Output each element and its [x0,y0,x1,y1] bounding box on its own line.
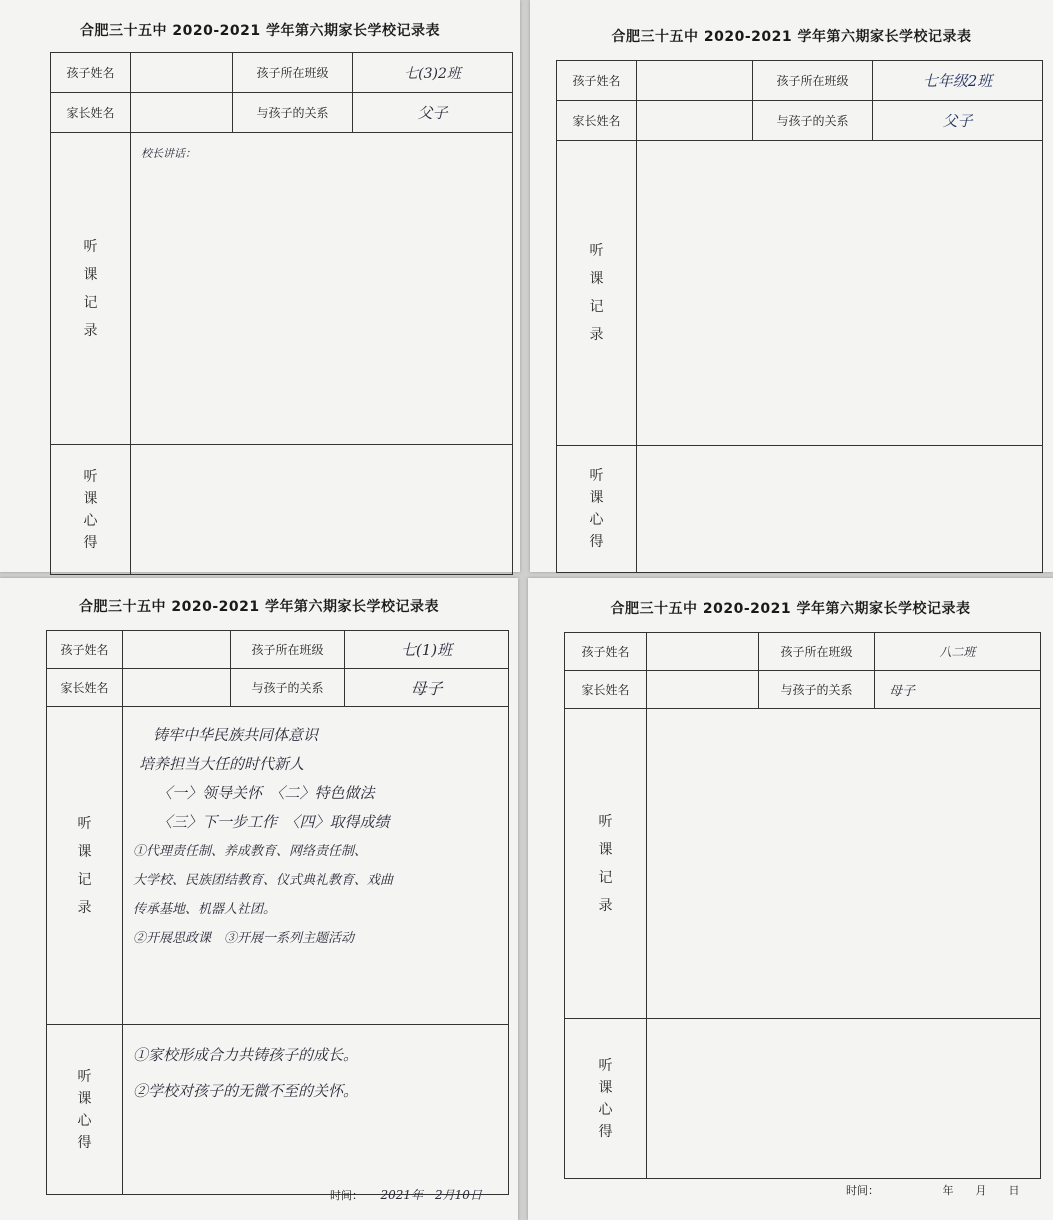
child-name-label: 孩子姓名 [51,53,131,93]
class-label: 孩子所在班级 [231,631,345,669]
record-section-label: 听 课 记 录 [557,141,637,446]
relation-value: 父子 [873,101,1043,141]
record-sheet-1 [0,0,520,572]
record-notes [637,141,1043,446]
relation-value: 父子 [353,93,513,133]
relation-label: 与孩子的关系 [753,101,873,141]
child-name-value [647,633,759,671]
record-section-label: 听 课 记 录 [565,709,647,1019]
class-value: 七年级2班 [873,61,1043,101]
parent-name-label: 家长姓名 [47,669,123,707]
relation-label: 与孩子的关系 [759,671,875,709]
time-label: 时间： [846,1184,879,1197]
insight-notes [647,1019,1041,1179]
relation-value: 母子 [875,671,1041,709]
parent-name-label: 家长姓名 [565,671,647,709]
class-label: 孩子所在班级 [753,61,873,101]
class-value: 七(1)班 [345,631,509,669]
time-value: 年 月 日 [942,1184,1020,1197]
record-notes: 校长讲话： [131,133,513,445]
sheet-title: 合肥三十五中 2020-2021 学年第六期家长学校记录表 [611,29,972,45]
class-value: 七(3)2班 [353,53,513,93]
relation-label: 与孩子的关系 [231,669,345,707]
insight-notes: ①家校形成合力共铸孩子的成长。 ②学校对孩子的无微不至的关怀。 [123,1025,509,1195]
parent-name-value [647,671,759,709]
sheet-title: 合肥三十五中 2020-2021 学年第六期家长学校记录表 [79,599,439,615]
record-notes: 铸牢中华民族共同体意识 培养担当大任的时代新人 〈一〉领导关怀 〈二〉特色做法 〈三〉下一步工作 〈四〉取得成绩 ①代理责任制、养成教育、网络责任制、 大学校、民族团结教育、仪式典礼教育、戏曲 传承基地、机器人社团。 ②开展思政课 ③开展一系列主题活动 [123,707,509,1025]
parent-name-label: 家长姓名 [557,101,637,141]
sheet-title: 合肥三十五中 2020-2021 学年第六期家长学校记录表 [80,23,440,39]
record-section-label: 听 课 记 录 [51,133,131,445]
child-name-value [637,61,753,101]
sheet-title: 合肥三十五中 2020-2021 学年第六期家长学校记录表 [610,601,971,617]
class-value: 八二班 [875,633,1041,671]
insight-notes [637,446,1043,573]
record-sheet-3 [0,578,518,1220]
child-name-label: 孩子姓名 [557,61,637,101]
insight-section-label: 听 课 心 得 [565,1019,647,1179]
parent-name-value [131,93,233,133]
insight-notes [131,445,513,575]
time-label: 时间： [330,1189,363,1202]
record-form [46,630,509,1195]
record-notes [647,709,1041,1019]
date-footer [330,1186,482,1203]
relation-value: 母子 [345,669,509,707]
date-footer [846,1182,1020,1198]
record-form [50,52,513,575]
child-name-label: 孩子姓名 [565,633,647,671]
record-sheet-2 [530,0,1053,572]
parent-name-label: 家长姓名 [51,93,131,133]
relation-label: 与孩子的关系 [233,93,353,133]
parent-name-value [123,669,231,707]
child-name-value [123,631,231,669]
record-form [564,632,1041,1179]
record-section-label: 听 课 记 录 [47,707,123,1025]
record-sheet-4 [528,578,1053,1220]
time-value: 2021年 2月10日 [380,1188,482,1202]
child-name-label: 孩子姓名 [47,631,123,669]
class-label: 孩子所在班级 [233,53,353,93]
insight-section-label: 听 课 心 得 [47,1025,123,1195]
record-form [556,60,1043,573]
class-label: 孩子所在班级 [759,633,875,671]
parent-name-value [637,101,753,141]
insight-section-label: 听 课 心 得 [51,445,131,575]
insight-section-label: 听 课 心 得 [557,446,637,573]
child-name-value [131,53,233,93]
